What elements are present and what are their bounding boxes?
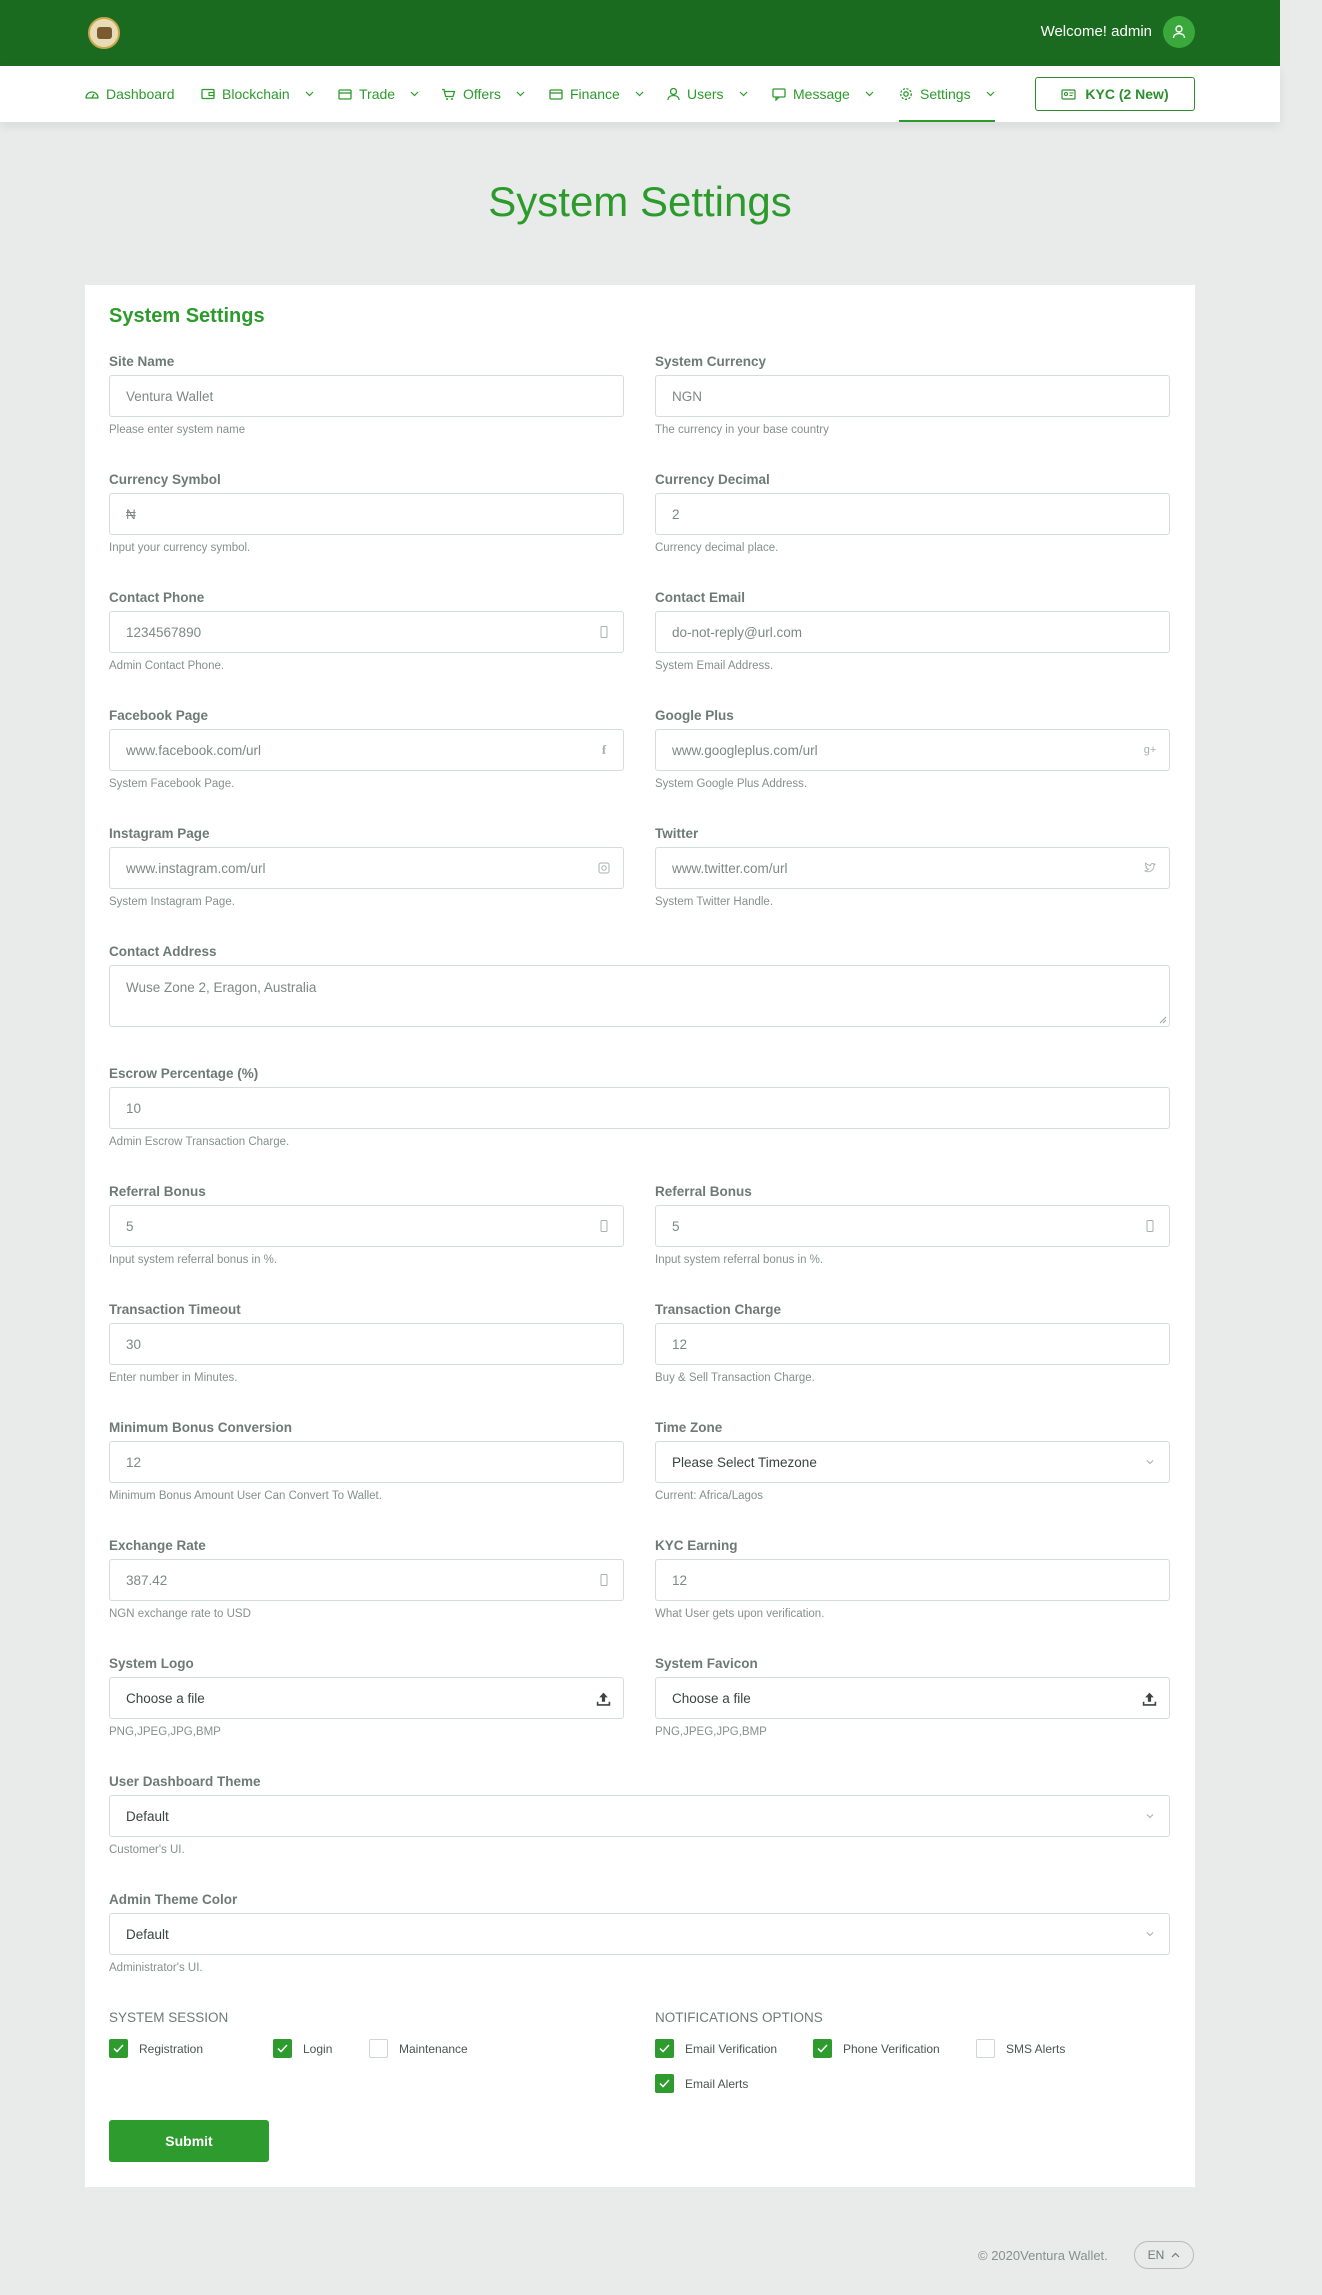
- chevron-down-icon: [986, 91, 995, 97]
- checkbox-box[interactable]: [655, 2074, 674, 2093]
- card-title: System Settings: [109, 305, 265, 327]
- system-currency-input[interactable]: [655, 375, 1170, 417]
- system-favicon-help: PNG,JPEG,JPG,BMP: [655, 1726, 767, 1738]
- email-alerts-label: Email Alerts: [685, 2076, 749, 2091]
- check-icon: [659, 2079, 670, 2088]
- site-name-help: Please enter system name: [109, 424, 246, 436]
- cart-icon: [441, 88, 456, 101]
- top-bar: [0, 0, 1280, 66]
- language-selector[interactable]: [1134, 2241, 1194, 2269]
- transaction-timeout-value: 30: [126, 1336, 142, 1352]
- checkbox-box[interactable]: [976, 2039, 995, 2058]
- twitter-input[interactable]: [655, 847, 1170, 889]
- contact-phone-help: Admin Contact Phone.: [109, 660, 225, 672]
- user-icon: [1171, 24, 1187, 40]
- referral-bonus-label: Referral Bonus: [109, 1184, 206, 1199]
- chevron-down-icon: [865, 91, 874, 97]
- kyc-earning-value: 12: [672, 1572, 688, 1588]
- time-zone-help: Current: Africa/Lagos: [655, 1490, 764, 1502]
- nav-dashboard-label: Dashboard: [106, 86, 175, 102]
- gear-icon: [899, 87, 913, 101]
- phone-verification-label: Phone Verification: [843, 2041, 940, 2056]
- system-currency-label: System Currency: [655, 354, 767, 369]
- system-favicon-label: System Favicon: [655, 1656, 758, 1671]
- chevron-down-icon: [516, 91, 525, 97]
- nav-settings-label: Settings: [920, 86, 971, 102]
- exchange-rate-label: Exchange Rate: [109, 1538, 206, 1553]
- contact-address-label: Contact Address: [109, 944, 217, 959]
- facebook-icon: f: [601, 742, 607, 757]
- login-label: Login: [303, 2041, 333, 2056]
- wallet-icon: [201, 88, 215, 100]
- contact-address-textarea[interactable]: [109, 965, 1170, 1027]
- phone-verification-checkbox[interactable]: [813, 2039, 940, 2058]
- maintenance-label: Maintenance: [399, 2041, 468, 2056]
- nav-finance[interactable]: [549, 66, 644, 122]
- referral-bonus-input[interactable]: [109, 1205, 624, 1247]
- nav-settings[interactable]: [899, 66, 995, 122]
- check-icon: [113, 2044, 124, 2053]
- nav-users[interactable]: [667, 66, 748, 122]
- min-bonus-input[interactable]: [109, 1441, 624, 1483]
- chevron-up-icon: [1171, 2252, 1180, 2258]
- instagram-label: Instagram Page: [109, 826, 210, 841]
- referral-bonus-value: 5: [126, 1218, 134, 1234]
- sms-alerts-label: SMS Alerts: [1006, 2041, 1066, 2056]
- phone-icon: [597, 625, 611, 639]
- facebook-help: System Facebook Page.: [109, 778, 235, 790]
- nav-dashboard[interactable]: [85, 66, 175, 122]
- referral-bonus-help: Input system referral bonus in %.: [109, 1254, 278, 1266]
- referral-bonus-2-value: 5: [672, 1218, 680, 1234]
- site-name-value: Ventura Wallet: [126, 388, 214, 404]
- phone-icon: [597, 1573, 611, 1587]
- twitter-value: www.twitter.com/url: [672, 860, 788, 876]
- email-verification-label: Email Verification: [685, 2041, 778, 2056]
- kyc-earning-help: What User gets upon verification.: [655, 1608, 825, 1620]
- chevron-down-icon: [305, 91, 314, 97]
- escrow-value: 10: [126, 1100, 142, 1116]
- contact-phone-input[interactable]: [109, 611, 624, 653]
- chevron-down-icon: [739, 91, 748, 97]
- min-bonus-label: Minimum Bonus Conversion: [109, 1420, 293, 1435]
- exchange-rate-help: NGN exchange rate to USD: [109, 1608, 251, 1620]
- upload-icon: [596, 1691, 611, 1706]
- nav-users-label: Users: [687, 86, 724, 102]
- system-session-title: SYSTEM SESSION: [109, 2010, 229, 2025]
- chevron-down-icon: [635, 91, 644, 97]
- currency-decimal-value: 2: [672, 506, 680, 522]
- system-logo-file-input[interactable]: [109, 1677, 624, 1719]
- instagram-input[interactable]: [109, 847, 624, 889]
- kyc-button[interactable]: [1035, 77, 1195, 111]
- contact-email-help: System Email Address.: [655, 660, 774, 672]
- nav-offers-label: Offers: [463, 86, 501, 102]
- message-icon: [772, 88, 786, 101]
- transaction-timeout-input[interactable]: [109, 1323, 624, 1365]
- transaction-charge-help: Buy & Sell Transaction Charge.: [655, 1372, 815, 1384]
- registration-label: Registration: [139, 2041, 204, 2056]
- language-label: EN: [1147, 2248, 1165, 2262]
- min-bonus-value: 12: [126, 1454, 142, 1470]
- user-icon: [667, 87, 680, 101]
- upload-icon: [1142, 1691, 1157, 1706]
- system-logo-label: System Logo: [109, 1656, 194, 1671]
- site-name-label: Site Name: [109, 354, 175, 369]
- instagram-icon: [597, 861, 611, 875]
- welcome-text: Welcome! admin: [1040, 23, 1152, 40]
- currency-symbol-input[interactable]: [109, 493, 624, 535]
- currency-decimal-input[interactable]: [655, 493, 1170, 535]
- admin-theme-select[interactable]: [109, 1913, 1170, 1955]
- system-logo-value: Choose a file: [126, 1690, 205, 1706]
- facebook-label: Facebook Page: [109, 708, 209, 723]
- exchange-rate-value: 387.42: [126, 1572, 168, 1588]
- kyc-label: KYC (2 New): [1085, 86, 1169, 102]
- email-alerts-checkbox[interactable]: [655, 2074, 748, 2093]
- kyc-earning-input[interactable]: [655, 1559, 1170, 1601]
- twitter-help: System Twitter Handle.: [655, 896, 774, 908]
- contact-address-value: Wuse Zone 2, Eragon, Australia: [126, 980, 317, 995]
- dashboard-icon: [85, 88, 99, 100]
- contact-phone-label: Contact Phone: [109, 590, 205, 605]
- logo[interactable]: [88, 17, 120, 49]
- escrow-input[interactable]: [109, 1087, 1170, 1129]
- user-theme-select[interactable]: [109, 1795, 1170, 1837]
- time-zone-value: Please Select Timezone: [672, 1454, 817, 1470]
- transaction-charge-label: Transaction Charge: [655, 1302, 782, 1317]
- system-currency-value: NGN: [672, 388, 702, 404]
- referral-bonus-2-label: Referral Bonus: [655, 1184, 752, 1199]
- exchange-rate-input[interactable]: [109, 1559, 624, 1601]
- nav-trade-label: Trade: [359, 86, 396, 102]
- google-plus-value: www.googleplus.com/url: [672, 742, 818, 758]
- card-icon: [338, 89, 352, 100]
- chevron-down-icon: [1143, 1455, 1157, 1469]
- system-favicon-value: Choose a file: [672, 1690, 751, 1706]
- currency-symbol-help: Input your currency symbol.: [109, 542, 251, 554]
- nav-message-label: Message: [793, 86, 850, 102]
- google-plus-help: System Google Plus Address.: [655, 778, 808, 790]
- contact-email-label: Contact Email: [655, 590, 746, 605]
- phone-icon: [597, 1219, 611, 1233]
- time-zone-label: Time Zone: [655, 1420, 723, 1435]
- checkbox-box[interactable]: [813, 2039, 832, 2058]
- facebook-value: www.facebook.com/url: [126, 742, 262, 758]
- main-nav: [0, 66, 1280, 122]
- checkbox-box[interactable]: [369, 2039, 388, 2058]
- maintenance-checkbox[interactable]: [369, 2039, 468, 2058]
- currency-symbol-label: Currency Symbol: [109, 472, 221, 487]
- phone-icon: [1143, 1219, 1157, 1233]
- currency-decimal-help: Currency decimal place.: [655, 542, 779, 554]
- site-name-input[interactable]: [109, 375, 624, 417]
- sms-alerts-checkbox[interactable]: [976, 2039, 1065, 2058]
- chevron-down-icon: [410, 91, 419, 97]
- submit-button[interactable]: Submit: [109, 2120, 269, 2162]
- chevron-down-icon: [1143, 1809, 1157, 1823]
- checkbox-box[interactable]: [109, 2039, 128, 2058]
- currency-symbol-value: ₦: [126, 506, 136, 522]
- contact-email-value: do-not-reply@url.com: [672, 624, 802, 640]
- check-icon: [659, 2044, 670, 2053]
- admin-theme-help: Administrator's UI.: [109, 1962, 203, 1974]
- system-favicon-file-input[interactable]: [655, 1677, 1170, 1719]
- google-plus-icon: g+: [1143, 744, 1157, 756]
- checkbox-box[interactable]: [655, 2039, 674, 2058]
- contact-email-input[interactable]: [655, 611, 1170, 653]
- nav-blockchain[interactable]: [201, 66, 314, 122]
- nav-finance-label: Finance: [570, 86, 620, 102]
- google-plus-input[interactable]: [655, 729, 1170, 771]
- system-logo-help: PNG,JPEG,JPG,BMP: [109, 1726, 221, 1738]
- admin-theme-label: Admin Theme Color: [109, 1892, 238, 1907]
- currency-decimal-label: Currency Decimal: [655, 472, 770, 487]
- copyright-text: © 2020Ventura Wallet.: [978, 2248, 1108, 2263]
- time-zone-select[interactable]: [655, 1441, 1170, 1483]
- registration-checkbox[interactable]: [109, 2039, 203, 2058]
- email-verification-checkbox[interactable]: [655, 2039, 777, 2058]
- user-theme-help: Customer's UI.: [109, 1844, 185, 1856]
- min-bonus-help: Minimum Bonus Amount User Can Convert To Wallet.: [109, 1490, 382, 1502]
- kyc-earning-label: KYC Earning: [655, 1538, 738, 1553]
- user-theme-value: Default: [126, 1808, 169, 1824]
- referral-bonus-2-input[interactable]: [655, 1205, 1170, 1247]
- escrow-help: Admin Escrow Transaction Charge.: [109, 1136, 290, 1148]
- check-icon: [277, 2044, 288, 2053]
- check-icon: [817, 2044, 828, 2053]
- twitter-icon: [1143, 861, 1157, 875]
- user-avatar[interactable]: [1163, 16, 1195, 48]
- checkbox-box[interactable]: [273, 2039, 292, 2058]
- transaction-timeout-help: Enter number in Minutes.: [109, 1372, 238, 1384]
- notifications-title: NOTIFICATIONS OPTIONS: [655, 2010, 823, 2025]
- user-theme-label: User Dashboard Theme: [109, 1774, 261, 1789]
- card-icon: [549, 89, 563, 100]
- nav-offers[interactable]: [441, 66, 525, 122]
- instagram-value: www.instagram.com/url: [126, 860, 266, 876]
- admin-theme-value: Default: [126, 1926, 169, 1942]
- instagram-help: System Instagram Page.: [109, 896, 235, 908]
- settings-card: [85, 285, 1195, 2187]
- id-card-icon: [1061, 89, 1076, 100]
- twitter-label: Twitter: [655, 826, 699, 841]
- facebook-input[interactable]: [109, 729, 624, 771]
- referral-bonus-2-help: Input system referral bonus in %.: [655, 1254, 824, 1266]
- escrow-label: Escrow Percentage (%): [109, 1066, 259, 1081]
- google-plus-label: Google Plus: [655, 708, 734, 723]
- page-title: System Settings: [488, 178, 792, 225]
- nav-trade[interactable]: [338, 66, 419, 122]
- transaction-charge-input[interactable]: [655, 1323, 1170, 1365]
- transaction-charge-value: 12: [672, 1336, 688, 1352]
- nav-message[interactable]: [772, 66, 874, 122]
- chevron-down-icon: [1143, 1927, 1157, 1941]
- login-checkbox[interactable]: [273, 2039, 332, 2058]
- resize-handle-icon[interactable]: [1159, 1016, 1167, 1024]
- system-currency-help: The currency in your base country: [655, 424, 829, 436]
- transaction-timeout-label: Transaction Timeout: [109, 1302, 241, 1317]
- nav-blockchain-label: Blockchain: [222, 86, 290, 102]
- contact-phone-value: 1234567890: [126, 624, 202, 640]
